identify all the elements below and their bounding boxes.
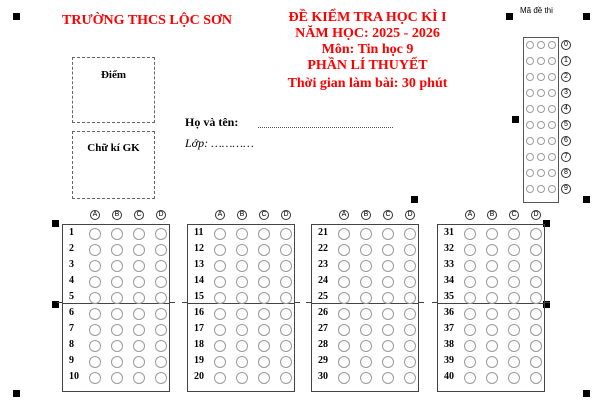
exam-code-bubble[interactable]: [548, 137, 556, 145]
answer-bubble-b[interactable]: [486, 308, 498, 320]
answer-bubble-a[interactable]: [338, 372, 350, 384]
answer-bubble-a[interactable]: [338, 276, 350, 288]
exam-code-bubble[interactable]: [526, 41, 534, 49]
answer-bubble-d[interactable]: [280, 372, 292, 384]
answer-bubble-c[interactable]: [508, 324, 520, 336]
divider-tick: [418, 302, 424, 303]
answer-bubble-c[interactable]: [382, 356, 394, 368]
answer-bubble-d[interactable]: [404, 372, 416, 384]
answer-bubble-c[interactable]: [382, 324, 394, 336]
answer-bubble-b[interactable]: [111, 260, 123, 272]
exam-code-digit-label: 3: [561, 88, 571, 98]
question-number: 2: [69, 243, 74, 254]
answer-bubble-b[interactable]: [486, 228, 498, 240]
option-header-c: C: [259, 210, 269, 220]
question-number: 36: [444, 307, 454, 318]
question-number: 34: [444, 275, 454, 286]
answer-bubble-d[interactable]: [280, 340, 292, 352]
school-name: TRƯỜNG THCS LỘC SƠN: [62, 13, 232, 28]
answer-bubble-b[interactable]: [486, 292, 498, 304]
answer-bubble-c[interactable]: [258, 356, 270, 368]
answer-bubble-a[interactable]: [89, 324, 101, 336]
answer-bubble-d[interactable]: [404, 308, 416, 320]
divider-tick: [432, 302, 438, 303]
question-number: 1: [69, 227, 74, 238]
answer-bubble-a[interactable]: [338, 356, 350, 368]
answer-bubble-a[interactable]: [464, 372, 476, 384]
answer-bubble-a[interactable]: [89, 356, 101, 368]
answer-bubble-a[interactable]: [338, 228, 350, 240]
answer-bubble-b[interactable]: [111, 308, 123, 320]
divider-tick: [169, 302, 175, 303]
answer-bubble-b[interactable]: [486, 340, 498, 352]
exam-code-bubble[interactable]: [537, 89, 545, 97]
answer-bubble-a[interactable]: [464, 276, 476, 288]
answer-bubble-d[interactable]: [155, 308, 167, 320]
answer-bubble-a[interactable]: [214, 356, 226, 368]
answer-bubble-b[interactable]: [360, 276, 372, 288]
answer-bubble-a[interactable]: [338, 324, 350, 336]
registration-mark: [411, 196, 418, 203]
answer-bubble-d[interactable]: [155, 324, 167, 336]
answer-bubble-a[interactable]: [89, 340, 101, 352]
question-number: 9: [69, 355, 74, 366]
exam-code-bubble[interactable]: [548, 105, 556, 113]
answer-bubble-b[interactable]: [360, 244, 372, 256]
exam-code-bubble[interactable]: [526, 137, 534, 145]
answer-bubble-d[interactable]: [155, 356, 167, 368]
question-number: 25: [318, 291, 328, 302]
exam-title-line: Môn: Tin học 9: [321, 42, 414, 57]
question-number: 40: [444, 371, 454, 382]
answer-bubble-d[interactable]: [155, 228, 167, 240]
answer-bubble-a[interactable]: [464, 340, 476, 352]
exam-code-bubble[interactable]: [526, 89, 534, 97]
answer-bubble-d[interactable]: [530, 228, 542, 240]
answer-bubble-d[interactable]: [155, 340, 167, 352]
answer-bubble-b[interactable]: [486, 356, 498, 368]
answer-bubble-b[interactable]: [360, 324, 372, 336]
answer-bubble-d[interactable]: [404, 260, 416, 272]
answer-bubble-a[interactable]: [214, 276, 226, 288]
exam-title-line: PHẦN LÍ THUYẾT: [307, 58, 428, 73]
question-number: 33: [444, 259, 454, 270]
answer-bubble-a[interactable]: [89, 228, 101, 240]
answer-bubble-b[interactable]: [486, 260, 498, 272]
exam-code-digit-label: 9: [561, 184, 571, 194]
answer-bubble-d[interactable]: [280, 292, 292, 304]
exam-code-bubble[interactable]: [537, 57, 545, 65]
answer-bubble-d[interactable]: [280, 260, 292, 272]
answer-bubble-a[interactable]: [214, 340, 226, 352]
answer-bubble-a[interactable]: [214, 228, 226, 240]
question-number: 19: [194, 355, 204, 366]
answer-bubble-d[interactable]: [404, 340, 416, 352]
answer-bubble-d[interactable]: [280, 276, 292, 288]
question-number: 4: [69, 275, 74, 286]
question-number: 39: [444, 355, 454, 366]
answer-bubble-d[interactable]: [155, 372, 167, 384]
answer-bubble-b[interactable]: [236, 324, 248, 336]
question-number: 26: [318, 307, 328, 318]
answer-bubble-c[interactable]: [133, 308, 145, 320]
answer-bubble-c[interactable]: [382, 260, 394, 272]
option-header-a: A: [215, 210, 225, 220]
answer-bubble-a[interactable]: [89, 372, 101, 384]
answer-bubble-d[interactable]: [404, 324, 416, 336]
exam-code-title: Mã đề thi: [520, 6, 553, 15]
answer-bubble-d[interactable]: [530, 260, 542, 272]
answer-bubble-b[interactable]: [360, 372, 372, 384]
exam-title-line: ĐỀ KIỂM TRA HỌC KÌ I: [288, 10, 447, 25]
answer-bubble-b[interactable]: [111, 276, 123, 288]
answer-bubble-c[interactable]: [382, 244, 394, 256]
answer-bubble-c[interactable]: [258, 292, 270, 304]
answer-bubble-b[interactable]: [236, 292, 248, 304]
answer-bubble-b[interactable]: [236, 244, 248, 256]
answer-bubble-c[interactable]: [382, 292, 394, 304]
question-number: 21: [318, 227, 328, 238]
exam-code-bubble[interactable]: [526, 121, 534, 129]
answer-bubble-d[interactable]: [280, 356, 292, 368]
exam-code-digit-label: 5: [561, 120, 571, 130]
answer-bubble-c[interactable]: [133, 372, 145, 384]
answer-bubble-b[interactable]: [111, 228, 123, 240]
answer-bubble-a[interactable]: [89, 244, 101, 256]
answer-bubble-d[interactable]: [404, 228, 416, 240]
answer-bubble-d[interactable]: [155, 276, 167, 288]
option-header-a: A: [339, 210, 349, 220]
answer-bubble-b[interactable]: [360, 356, 372, 368]
exam-code-digit-label: 8: [561, 168, 571, 178]
question-number: 7: [69, 323, 74, 334]
answer-bubble-c[interactable]: [133, 340, 145, 352]
answer-bubble-a[interactable]: [89, 260, 101, 272]
answer-bubble-b[interactable]: [486, 372, 498, 384]
question-number: 27: [318, 323, 328, 334]
question-number: 20: [194, 371, 204, 382]
exam-code-bubble[interactable]: [537, 169, 545, 177]
question-number: 38: [444, 339, 454, 350]
exam-code-bubble[interactable]: [526, 185, 534, 193]
answer-bubble-d[interactable]: [530, 292, 542, 304]
exam-title: [280, 10, 455, 92]
exam-code-bubble[interactable]: [526, 105, 534, 113]
exam-code-bubble[interactable]: [548, 169, 556, 177]
answer-bubble-c[interactable]: [258, 308, 270, 320]
class-label: Lớp: …………: [185, 136, 254, 150]
option-header-b: B: [112, 210, 122, 220]
answer-bubble-b[interactable]: [236, 308, 248, 320]
answer-bubble-b[interactable]: [360, 340, 372, 352]
answer-bubble-b[interactable]: [360, 308, 372, 320]
answer-bubble-b[interactable]: [360, 228, 372, 240]
answer-bubble-b[interactable]: [111, 324, 123, 336]
answer-bubble-c[interactable]: [508, 356, 520, 368]
answer-bubble-a[interactable]: [464, 244, 476, 256]
answer-bubble-d[interactable]: [280, 308, 292, 320]
option-header-b: B: [237, 210, 247, 220]
question-number: 35: [444, 291, 454, 302]
answer-bubble-b[interactable]: [111, 292, 123, 304]
question-number: 14: [194, 275, 204, 286]
exam-code-bubble[interactable]: [548, 89, 556, 97]
option-header-c: C: [383, 210, 393, 220]
answer-bubble-c[interactable]: [258, 228, 270, 240]
registration-mark: [52, 220, 59, 227]
answer-bubble-c[interactable]: [382, 228, 394, 240]
answer-bubble-a[interactable]: [338, 260, 350, 272]
divider-tick: [294, 302, 300, 303]
answer-bubble-c[interactable]: [508, 276, 520, 288]
answer-bubble-a[interactable]: [338, 244, 350, 256]
exam-code-bubble[interactable]: [548, 185, 556, 193]
answer-bubble-d[interactable]: [155, 292, 167, 304]
answer-bubble-a[interactable]: [464, 260, 476, 272]
answer-bubble-b[interactable]: [236, 372, 248, 384]
answer-bubble-d[interactable]: [155, 260, 167, 272]
answer-bubble-c[interactable]: [133, 276, 145, 288]
answer-bubble-d[interactable]: [530, 308, 542, 320]
option-header-a: A: [465, 210, 475, 220]
answer-bubble-c[interactable]: [258, 244, 270, 256]
answer-bubble-a[interactable]: [464, 308, 476, 320]
question-number: 3: [69, 259, 74, 270]
exam-code-bubble[interactable]: [526, 73, 534, 81]
exam-code-digit-label: 7: [561, 152, 571, 162]
registration-mark: [506, 13, 513, 20]
registration-mark: [13, 390, 20, 397]
question-number: 24: [318, 275, 328, 286]
option-header-c: C: [509, 210, 519, 220]
option-header-d: D: [405, 210, 415, 220]
answer-bubble-d[interactable]: [280, 244, 292, 256]
answer-bubble-d[interactable]: [404, 244, 416, 256]
answer-bubble-a[interactable]: [89, 292, 101, 304]
answer-bubble-a[interactable]: [338, 292, 350, 304]
question-number: 37: [444, 323, 454, 334]
answer-bubble-c[interactable]: [508, 308, 520, 320]
question-number: 32: [444, 243, 454, 254]
registration-mark: [512, 116, 519, 123]
question-number: 17: [194, 323, 204, 334]
answer-bubble-a[interactable]: [214, 372, 226, 384]
answer-bubble-d[interactable]: [404, 292, 416, 304]
name-field-line[interactable]: [258, 126, 393, 128]
answer-bubble-c[interactable]: [258, 260, 270, 272]
answer-bubble-c[interactable]: [508, 228, 520, 240]
exam-code-bubble[interactable]: [526, 57, 534, 65]
answer-bubble-c[interactable]: [133, 228, 145, 240]
answer-bubble-b[interactable]: [111, 244, 123, 256]
signature-box: [72, 131, 155, 199]
question-number: 10: [69, 371, 79, 382]
question-number: 31: [444, 227, 454, 238]
answer-bubble-d[interactable]: [530, 340, 542, 352]
answer-bubble-b[interactable]: [236, 356, 248, 368]
exam-code-bubble[interactable]: [537, 121, 545, 129]
answer-bubble-d[interactable]: [530, 372, 542, 384]
exam-title-line: NĂM HỌC: 2025 - 2026: [295, 26, 440, 41]
option-header-b: B: [487, 210, 497, 220]
answer-bubble-b[interactable]: [486, 244, 498, 256]
exam-code-bubble[interactable]: [548, 57, 556, 65]
exam-code-bubble[interactable]: [548, 41, 556, 49]
exam-code-bubble[interactable]: [526, 153, 534, 161]
answer-bubble-d[interactable]: [280, 228, 292, 240]
answer-bubble-c[interactable]: [133, 260, 145, 272]
question-number: 22: [318, 243, 328, 254]
exam-code-bubble[interactable]: [548, 153, 556, 161]
registration-mark: [583, 13, 590, 20]
option-header-a: A: [90, 210, 100, 220]
divider-tick: [57, 302, 63, 303]
answer-bubble-c[interactable]: [382, 372, 394, 384]
answer-bubble-d[interactable]: [530, 324, 542, 336]
exam-code-digit-label: 2: [561, 72, 571, 82]
option-header-d: D: [156, 210, 166, 220]
exam-code-bubble[interactable]: [537, 153, 545, 161]
answer-bubble-b[interactable]: [486, 276, 498, 288]
exam-code-bubble[interactable]: [537, 73, 545, 81]
answer-bubble-c[interactable]: [508, 340, 520, 352]
exam-code-digit-label: 6: [561, 136, 571, 146]
question-number: 28: [318, 339, 328, 350]
question-number: 8: [69, 339, 74, 350]
answer-bubble-a[interactable]: [214, 308, 226, 320]
question-number: 30: [318, 371, 328, 382]
answer-bubble-a[interactable]: [214, 292, 226, 304]
answer-bubble-d[interactable]: [404, 276, 416, 288]
answer-bubble-b[interactable]: [236, 260, 248, 272]
answer-bubble-b[interactable]: [360, 292, 372, 304]
answer-bubble-c[interactable]: [258, 340, 270, 352]
answer-bubble-c[interactable]: [133, 356, 145, 368]
exam-code-bubble[interactable]: [526, 169, 534, 177]
answer-bubble-a[interactable]: [464, 292, 476, 304]
answer-bubble-d[interactable]: [404, 356, 416, 368]
answer-bubble-c[interactable]: [133, 244, 145, 256]
answer-bubble-b[interactable]: [111, 356, 123, 368]
answer-bubble-b[interactable]: [236, 228, 248, 240]
exam-code-digit-label: 1: [561, 56, 571, 66]
exam-code-digit-label: 4: [561, 104, 571, 114]
divider-tick: [544, 302, 550, 303]
question-number: 5: [69, 291, 74, 302]
answer-bubble-c[interactable]: [133, 292, 145, 304]
question-number: 15: [194, 291, 204, 302]
answer-bubble-a[interactable]: [214, 324, 226, 336]
answer-bubble-c[interactable]: [508, 292, 520, 304]
answer-bubble-b[interactable]: [111, 340, 123, 352]
answer-bubble-a[interactable]: [89, 276, 101, 288]
registration-mark: [583, 196, 590, 203]
question-number: 11: [194, 227, 204, 238]
question-number: 13: [194, 259, 204, 270]
answer-bubble-c[interactable]: [258, 324, 270, 336]
divider-tick: [182, 302, 188, 303]
registration-mark: [13, 13, 20, 20]
answer-bubble-d[interactable]: [530, 244, 542, 256]
exam-code-bubble[interactable]: [548, 73, 556, 81]
answer-bubble-a[interactable]: [214, 244, 226, 256]
question-number: 16: [194, 307, 204, 318]
answer-bubble-b[interactable]: [236, 340, 248, 352]
answer-bubble-a[interactable]: [464, 356, 476, 368]
divider-tick: [306, 302, 312, 303]
question-number: 12: [194, 243, 204, 254]
score-label: Điểm: [100, 69, 127, 81]
question-number: 23: [318, 259, 328, 270]
answer-bubble-c[interactable]: [382, 276, 394, 288]
exam-code-bubble[interactable]: [548, 121, 556, 129]
score-box: [72, 57, 155, 123]
answer-bubble-c[interactable]: [258, 276, 270, 288]
option-header-b: B: [361, 210, 371, 220]
exam-code-digit-label: 0: [561, 40, 571, 50]
option-header-c: C: [134, 210, 144, 220]
exam-code-bubble[interactable]: [537, 105, 545, 113]
question-number: 6: [69, 307, 74, 318]
answer-bubble-d[interactable]: [530, 276, 542, 288]
exam-code-bubble[interactable]: [537, 41, 545, 49]
question-number: 18: [194, 339, 204, 350]
answer-bubble-d[interactable]: [155, 244, 167, 256]
answer-bubble-a[interactable]: [464, 324, 476, 336]
answer-bubble-c[interactable]: [382, 340, 394, 352]
answer-bubble-a[interactable]: [89, 308, 101, 320]
exam-title-line: Thời gian làm bài: 30 phút: [287, 76, 448, 91]
signature-label: Chữ kí GK: [87, 142, 140, 154]
answer-bubble-c[interactable]: [508, 260, 520, 272]
answer-bubble-d[interactable]: [530, 356, 542, 368]
answer-bubble-c[interactable]: [258, 372, 270, 384]
registration-mark: [583, 390, 590, 397]
answer-bubble-a[interactable]: [464, 228, 476, 240]
option-header-d: D: [531, 210, 541, 220]
answer-bubble-a[interactable]: [338, 340, 350, 352]
name-label: Họ và tên:: [185, 115, 239, 129]
answer-bubble-c[interactable]: [508, 244, 520, 256]
option-header-d: D: [281, 210, 291, 220]
answer-bubble-b[interactable]: [111, 372, 123, 384]
answer-bubble-a[interactable]: [214, 260, 226, 272]
question-number: 29: [318, 355, 328, 366]
answer-bubble-a[interactable]: [338, 308, 350, 320]
answer-bubble-d[interactable]: [280, 324, 292, 336]
answer-bubble-b[interactable]: [486, 324, 498, 336]
answer-bubble-b[interactable]: [236, 276, 248, 288]
answer-bubble-c[interactable]: [133, 324, 145, 336]
answer-bubble-c[interactable]: [508, 372, 520, 384]
answer-bubble-b[interactable]: [360, 260, 372, 272]
exam-code-bubble[interactable]: [537, 185, 545, 193]
answer-bubble-c[interactable]: [382, 308, 394, 320]
exam-code-bubble[interactable]: [537, 137, 545, 145]
